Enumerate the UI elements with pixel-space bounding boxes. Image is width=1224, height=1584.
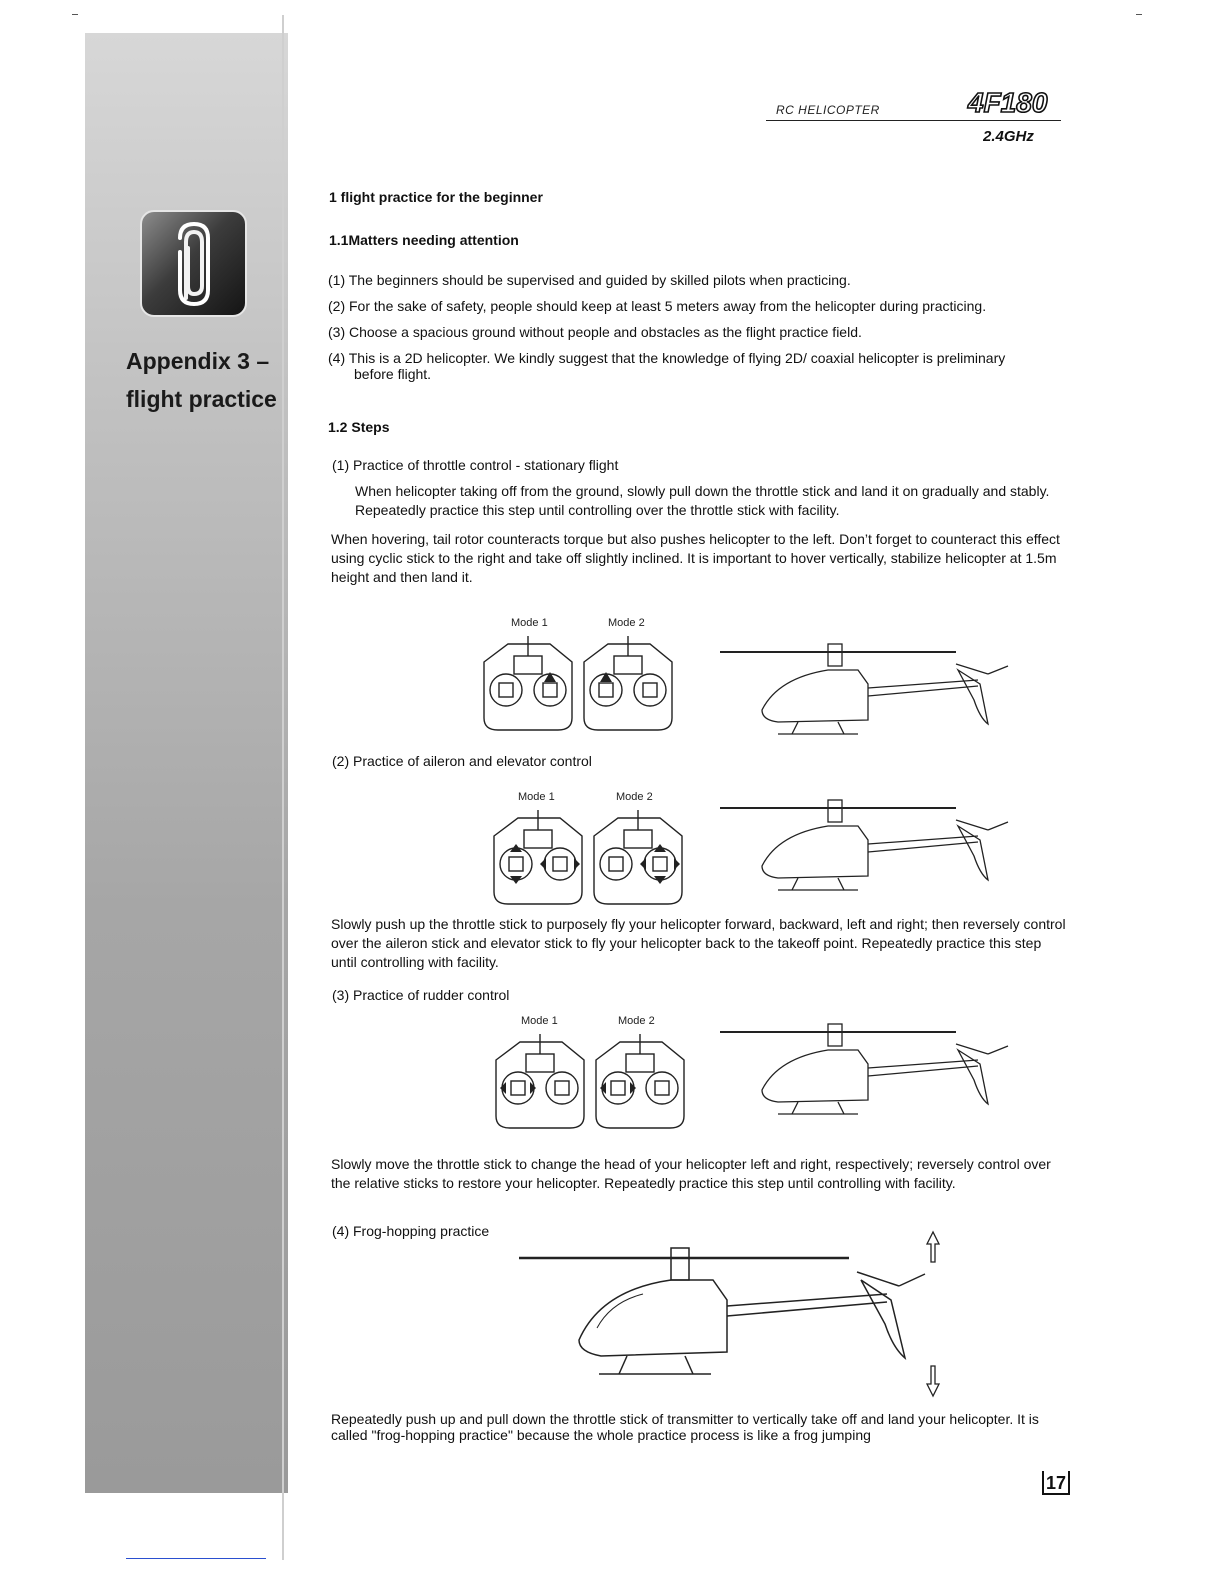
- section-title: 1 flight practice for the beginner: [329, 189, 543, 205]
- mode1-caption: Mode 1: [521, 1015, 558, 1027]
- step4-title: (4) Frog-hopping practice: [332, 1223, 490, 1239]
- frequency-logo: [983, 124, 1043, 146]
- paperclip-icon-box: [140, 210, 247, 317]
- steps-title: 1.2 Steps: [328, 419, 390, 435]
- sidebar-divider: [282, 15, 284, 1560]
- helicopter-figure: [718, 1020, 1018, 1130]
- step3-title: (3) Practice of rudder control: [332, 987, 510, 1003]
- transmitter-figure: [478, 632, 678, 732]
- matters-item: (4) This is a 2D helicopter. We kindly suggest that the knowledge of flying 2D/ coaxial helicopter is preliminary: [328, 350, 1006, 366]
- matters-title: 1.1Matters needing attention: [329, 232, 519, 248]
- transmitter-figure: [492, 1030, 692, 1130]
- mode1-caption: Mode 1: [511, 617, 548, 629]
- appendix-title: [126, 342, 286, 418]
- matters-item-cont: before flight.: [354, 366, 432, 382]
- helicopter-figure: [718, 640, 1018, 750]
- model-logo-text: 4F180: [968, 88, 1048, 118]
- page-number: 17: [1042, 1471, 1070, 1495]
- step4-body: Repeatedly push up and pull down the throttle stick of transmitter to vertically take off and land your helicopter. It is called "frog-hopping practice" because the whole practice process is like a frog jumping: [331, 1411, 1039, 1443]
- appendix-title-line2: flight practice: [126, 386, 277, 412]
- step1-title: (1) Practice of throttle control - stationary flight: [332, 457, 619, 473]
- matters-item: (2) For the sake of safety, people should keep at least 5 meters away from the helicopter during practicing.: [328, 298, 987, 314]
- mode2-caption: Mode 2: [618, 1015, 655, 1027]
- transmitter-figure: [490, 806, 690, 906]
- matters-item: (3) Choose a spacious ground without people and obstacles as the flight practice field.: [328, 324, 862, 340]
- step3-body: Slowly move the throttle stick to change the head of your helicopter left and right, respectively; reversely control over the relative sticks to restore your helicopter. Repeatedly practice this step until controlling with facility.: [331, 1156, 1051, 1191]
- appendix-title-line1: Appendix 3 –: [126, 348, 270, 374]
- matters-item: (1) The beginners should be supervised and guided by skilled pilots when practicing.: [328, 272, 851, 288]
- step2-title: (2) Practice of aileron and elevator control: [332, 753, 592, 769]
- header-rule: [766, 120, 1061, 121]
- mode2-caption: Mode 2: [608, 617, 645, 629]
- hover-body: When hovering, tail rotor counteracts torque but also pushes helicopter to the left. Don’t forget to counteract this effect using cyclic stick to the right and take off slightly inclined. It is important to hover vertically, stabilize helicopter at 1.5m height and then land it.: [331, 531, 1060, 585]
- mode2-caption: Mode 2: [616, 791, 653, 803]
- frequency-text: 2.4GHz: [983, 128, 1034, 145]
- header-category: RC HELICOPTER: [776, 103, 880, 117]
- model-logo: [966, 88, 1066, 118]
- footer-line: [126, 1558, 266, 1559]
- paperclip-icon: [142, 212, 245, 315]
- mode1-caption: Mode 1: [518, 791, 555, 803]
- step1-body: When helicopter taking off from the ground, slowly pull down the throttle stick and land it on gradually and stably. Repeatedly practice this step until controlling over the throttle stick with facility.: [355, 483, 1050, 518]
- helicopter-figure: [718, 796, 1018, 906]
- step2-body: Slowly push up the throttle stick to purposely fly your helicopter forward, backward, left and right; then reversely control over the aileron stick and elevator stick to fly your helicopter back to the takeoff point. Repeatedly practice this step until controlling with facility.: [331, 916, 1066, 970]
- frog-hop-helicopter-figure: [515, 1228, 955, 1398]
